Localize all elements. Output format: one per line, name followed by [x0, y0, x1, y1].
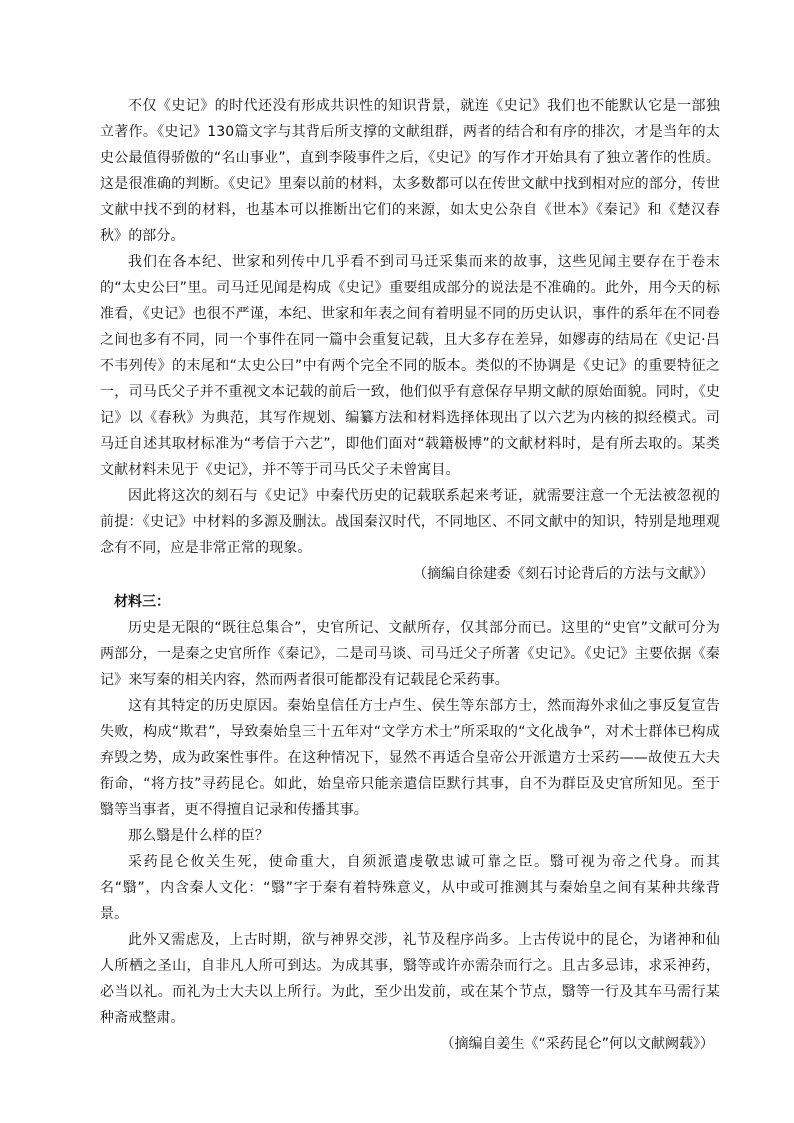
paragraph: 历史是无限的“既往总集合”，史官所记、文献所存，仅其部分而已。这里的“史官”文献可分为两部分，一是秦之史官所作《秦记》，二是司马谈、司马迁父子所著《史记》。《史记》主要依据《秦记》来写秦的相关内容，然而两者很可能都没有记载昆仑采药事。	[100, 620, 720, 688]
paragraph: 那么翳是什么样的臣？	[128, 828, 269, 844]
source-citation: （摘编自姜生《“采药昆仑”何以文献阙载》）	[440, 1036, 714, 1052]
paragraph: 因此将这次的刻石与《史记》中秦代历史的记载联系起来考证，就需要注意一个无法被忽视的前提：《史记》中材料的多源及删汰。战国秦汉时代，不同地区、不同文献中的知识，特别是地理观念有不同，应是非常正常的现象。	[100, 488, 720, 556]
paragraph: 这有其特定的历史原因。秦始皇信任方士卢生、侯生等东部方士，然而海外求仙之事反复宣告失败，构成“欺君”，导致秦始皇三十五年对“文学方术士”所采取的“文化战争”，对术士群体已构成弃毁之势，成为政案性事件。在这种情况下，显然不再适合皇帝公开派遣方士采药——故使五大夫衔命，“将方技”寻药昆仑。如此，始皇帝只能亲遣信臣默行其事，自不为群臣及史官所知见。至于翳等当事者，更不得擅自记录和传播其事。	[100, 698, 720, 818]
paragraph: 我们在各本纪、世家和列传中几乎看不到司马迁采集而来的故事，这些见闻主要存在于卷末的“太史公曰”里。司马迁见闻是构成《史记》重要组成部分的说法是不准确的。此外，用今天的标准看，《史记》也很不严谨，本纪、世家和年表之间有着明显不同的历史认识，事件的系年在不同卷之间也多有不同，同一个事件在同一篇中会重复记载，且大多存在差异，如嫪毐的结局在《史记·吕不韦列传》的末尾和“太史公曰”中有两个完全不同的版本。类似的不协调是《史记》的重要特征之一，司马氏父子并不重视文本记载的前后一致，他们似乎有意保存早期文献的原始面貌。同时，《史记》以《春秋》为典范，其写作规划、编纂方法和材料选择体现出了以六艺为内核的拟经模式。司马迁自述其取材标准为“考信于六艺”，即他们面对“载籍极博”的文献材料时，是有所去取的。某类文献材料未见于《史记》，并不等于司马氏父子未曾寓目。	[100, 254, 720, 478]
article-body	[100, 93, 720, 1057]
source-citation: （摘编自徐建委《刻石讨论背后的方法与文献》）	[413, 566, 714, 582]
paragraph: 采药昆仑攸关生死，使命重大，自须派遣虔敬忠诚可靠之臣。翳可视为帝之代身。而其名“翳”，内含秦人文化：“翳”字于秦有着特殊意义，从中或可推测其与秦始皇之间有某种共缘背景。	[100, 854, 720, 922]
paragraph: 此外又需虑及，上古时期，欲与神界交涉，礼节及程序尚多。上古传说中的昆仑，为诸神和仙人所栖之圣山，自非凡人所可到达。为成其事，翳等或许亦需杂而行之。且古多忌讳，求采神药，必当以礼。而礼为士大夫以上所行。为此，至少出发前，或在某个节点，翳等一行及其车马需行某种斋戒整肃。	[100, 932, 720, 1026]
material-heading: 材料三：	[114, 594, 170, 610]
paragraph: 不仅《史记》的时代还没有形成共识性的知识背景，就连《史记》我们也不能默认它是一部独立著作。《史记》130篇文字与其背后所支撑的文献组群，两者的结合和有序的排次，才是当年的太史公最值得骄傲的“名山事业”，直到李陵事件之后，《史记》的写作才开始具有了独立著作的性质。这是很准确的判断。《史记》里秦以前的材料，太多数都可以在传世文献中找到相对应的部分，传世文献中找不到的材料，也基本可以推断出它们的来源，如太史公杂自《世本》《秦记》和《楚汉春秋》的部分。	[100, 98, 720, 244]
